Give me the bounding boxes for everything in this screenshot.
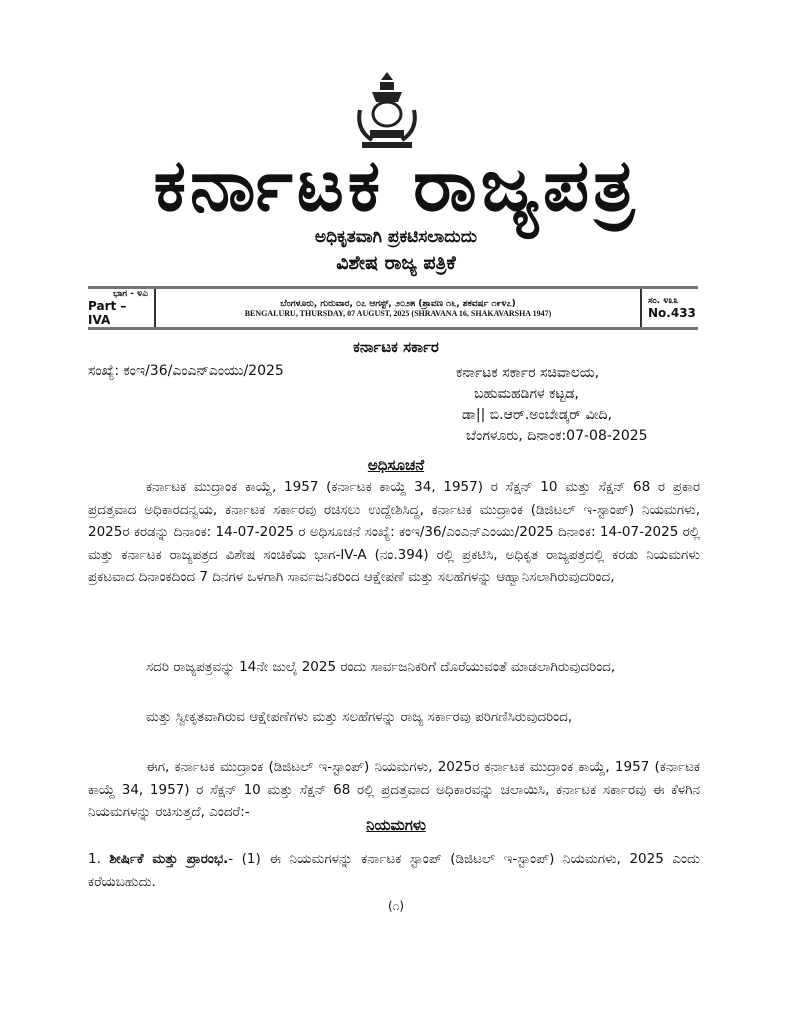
rule-1 [88,848,700,893]
rule-title: ಶೀರ್ಷಿಕೆ ಮತ್ತು ಪ್ರಾರಂಭ. [109,851,229,867]
issue-no-en: No.433 [648,306,696,320]
paragraph: ಸದರಿ ರಾಜ್ಯಪತ್ರವನ್ನು 14ನೇ ಜುಲೈ 2025 ರಂದು ಸಾರ್ವಜನಿಕರಿಗೆ ದೊರೆಯುವಂತೆ ಮಾಡಲಾಗಿರುವುದರಿಂದ, [146,659,616,675]
paragraph: ಕರ್ನಾಟಕ ಮುದ್ರಾಂಕ ಕಾಯ್ದೆ, 1957 (ಕರ್ನಾಟಕ ಕಾಯ್ದೆ 34, 1957) ರ ಸೆಕ್ಷನ್ 10 ಮತ್ತು ಸೆಕ್ಷನ್ 68 ರ ಪ್ರಕಾರ ಪ್ರದತ್ತವಾದ ಅಧಿಕಾರದನ್ವಯ, ಕರ್ನಾಟಕ ಸರ್ಕಾರವು ರಚಿಸಲು ಉದ್ದೇಶಿಸಿದ್ದ, ಕರ್ನಾಟಕ ಮುದ್ರಾಂಕ (ಡಿಜಿಟಲ್ ಇ-ಸ್ಟಾಂಪ್) ನಿಯಮಗಳು, 2025ರ ಕರಡನ್ನು ದಿನಾಂಕ: 14-07-2025 ರ ಅಧಿಸೂಚನೆ ಸಂಖ್ಯೆ: ಕಂಇ/36/ಎಂಎನ್‌ಎಂಯು/2025 ದಿನಾಂಕ: 14-07-2025 ರಲ್ಲಿ ಮತ್ತು ಕರ್ನಾಟಕ ರಾಜ್ಯಪತ್ರದ ವಿಶೇಷ ಸಂಚಿಕೆಯ ಭಾಗ-IV-A (ನಂ.394) ರಲ್ಲಿ ಪ್ರಕಟಿಸಿ, ಅಧಿಕೃತ ರಾಜ್ಯಪತ್ರದಲ್ಲಿ ಕರಡು ನಿಯಮಗಳು ಪ್ರಕಟವಾದ ದಿನಾಂಕದಿಂದ 7 ದಿನಗಳ ಒಳಗಾಗಿ ಸಾರ್ವಜನಿಕರಿಂದ ಆಕ್ಷೇಪಣೆ ಮತ್ತು ಸಲಹೆಗಳನ್ನು ಆಹ್ವಾನಿಸಲಾಗಿರುವುದರಿಂದ, [88,479,700,585]
part-kn: ಭಾಗ - ೪ಎ [112,289,148,299]
date-en: BENGALURU, THURSDAY, 07 AUGUST, 2025 (SHRAVANA 16, SHAKAVARSHA 1947) [244,308,552,318]
gazette-edition: ವಿಶೇಷ ರಾಜ್ಯ ಪತ್ರಿಕೆ [336,252,456,274]
address-line: ಬೆಂಗಳೂರು, ದಿನಾಂಕ:07-08-2025 [466,428,648,444]
issue-info-band [88,286,698,330]
rule-number: 1. [88,851,101,867]
paragraph: ಈಗ, ಕರ್ನಾಟಕ ಮುದ್ರಾಂಕ (ಡಿಜಿಟಲ್ ಇ-ಸ್ಟಾಂಪ್) ನಿಯಮಗಳು, 2025ರ ಕರ್ನಾಟಕ ಮುದ್ರಾಂಕ ಕಾಯ್ದೆ, 1957 (ಕರ್ನಾಟಕ ಕಾಯ್ದೆ 34, 1957) ರ ಸೆಕ್ಷನ್ 10 ಮತ್ತು ಸೆಕ್ಷನ್ 68 ರಲ್ಲಿ ಪ್ರದತ್ತವಾದ ಅಧಿಕಾರವನ್ನು ಚಲಾಯಿಸಿ, ಕರ್ನಾಟಕ ಸರ್ಕಾರವು ಈ ಕೆಳಗಿನ ನಿಯಮಗಳನ್ನು ರಚಿಸುತ್ತದೆ, ಎಂದರೆ:- [88,759,700,820]
address-block [456,363,648,447]
notification-heading: ಅಧಿಸೂಚನೆ [367,456,425,474]
part-en: Part – IVA [88,299,127,327]
govt-heading: ಕರ್ನಾಟಕ ಸರ್ಕಾರ [353,338,439,356]
address-line: ಡಾ|| ಬಿ.ಆರ್.ಅಂಬೇಡ್ಕರ್ ವೀದಿ, [462,407,613,423]
page-number: (೧) [387,899,405,913]
gazette-subtitle: ಅಧಿಕೃತವಾಗಿ ಪ್ರಕಟಿಸಲಾದುದು [314,227,478,247]
address-line: ಕರ್ನಾಟಕ ಸರ್ಕಾರ ಸಚಿವಾಲಯ, [456,365,600,381]
rules-heading: ನಿಯಮಗಳು [366,816,426,834]
issue-no-kn: ಸಂ. ೪೩೩ [648,296,679,306]
reference-number: ಸಂಖ್ಯೆ: ಕಂಇ/36/ಎಂಎನ್‌ಎಂಯು/2025 [88,363,284,379]
gazette-title: ಕರ್ನಾಟಕ ರಾಜ್ಯಪತ್ರ [153,143,639,227]
date-kn: ಬೆಂಗಳೂರು, ಗುರುವಾರ, ೦೭ ಆಗಸ್ಟ್, ೨೦೨೫ (ಶ್ರಾವಣ ೧೬, ಶಕವರ್ಷ ೧೯೪೭) [280,298,516,309]
paragraph: ಮತ್ತು ಸ್ವೀಕೃತವಾಗಿರುವ ಆಕ್ಷೇಪಣೆಗಳು ಮತ್ತು ಸಲಹೆಗಳನ್ನು ರಾಜ್ಯ ಸರ್ಕಾರವು ಪರಿಗಣಿಸಿರುವುದರಿಂದ, [146,709,573,725]
rule-text: - (1) ಈ ನಿಯಮಗಳನ್ನು ಕರ್ನಾಟಕ ಸ್ಟಾಂಪ್ (ಡಿಜಿಟಲ್ ಇ-ಸ್ಟಾಂಪ್) ನಿಯಮಗಳು, 2025 ಎಂದು ಕರೆಯಬಹುದು. [88,851,700,890]
address-line: ಬಹುಮಹಡಿಗಳ ಕಟ್ಟಡ, [474,386,579,402]
